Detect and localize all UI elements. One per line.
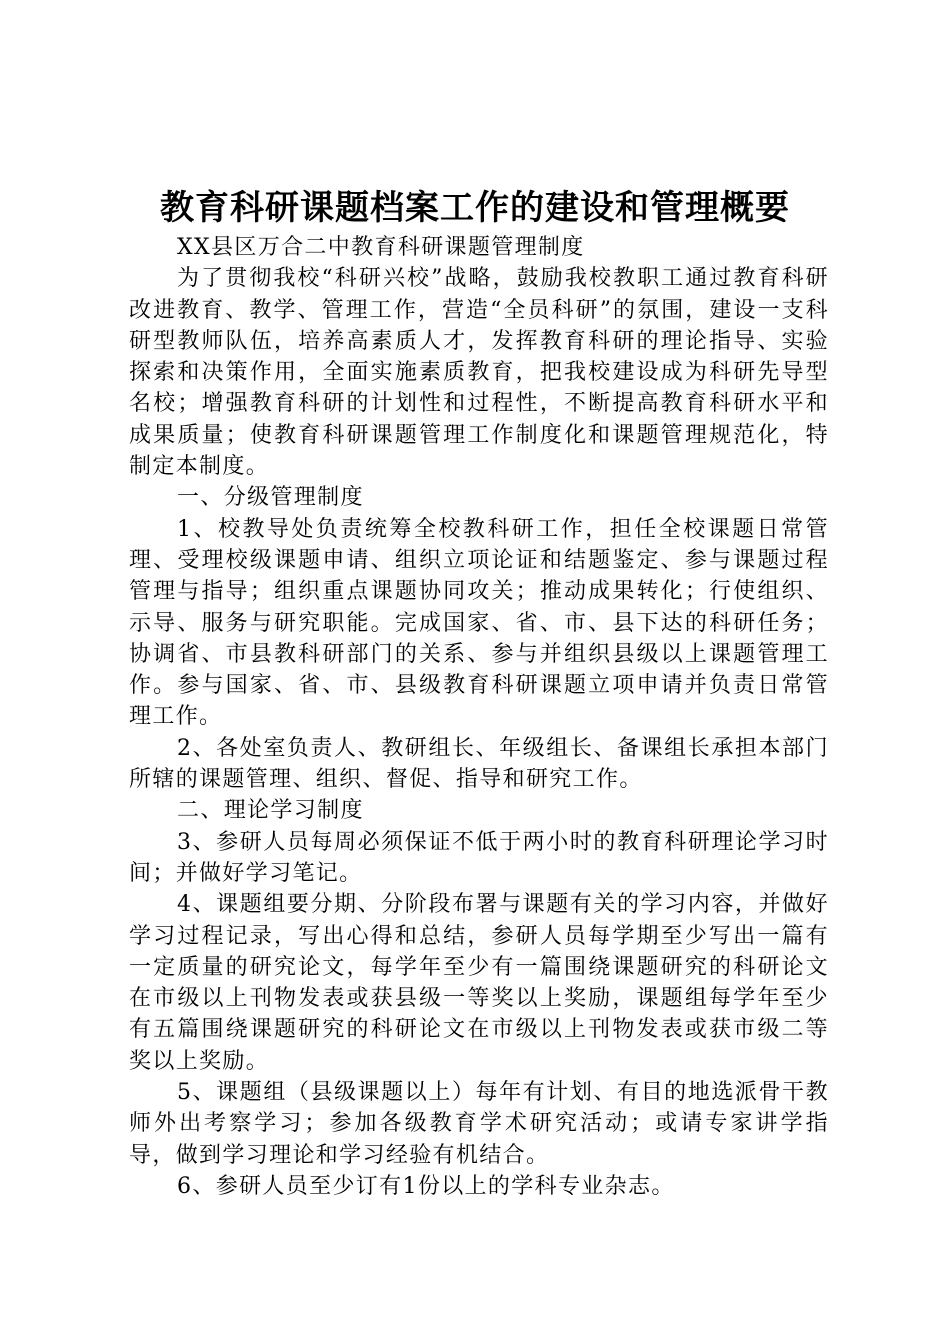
section-heading-2: 二、理论学习制度 [177,798,364,824]
document-body [129,232,829,1202]
subtitle-paragraph: XX县区万合二中教育科研课题管理制度 [177,235,585,260]
document-title: 教育科研课题档案工作的建设和管理概要 [160,188,790,228]
body-paragraph: 5、课题组（县级课题以上）每年有计划、有目的地选派骨干教师外出考察学习；参加各级教育学术研究活动；或请专家讲学指导，做到学习理论和学习经验有机结合。 [129,1080,829,1168]
body-paragraph: 6、参研人员至少订有1份以上的学科专业杂志。 [177,1173,675,1199]
intro-paragraph: 为了贯彻我校“科研兴校”战略，鼓励我校教职工通过教育科研改进教育、教学、管理工作，营造“全员科研”的氛围，建设一支科研型教师队伍，培养高素质人才，发挥教育科研的理论指导、实验探索和决策作用，全面实施素质教育，把我校建设成为科研先导型名校；增强教育科研的计划性和过程性，不断提高教育科研水平和成果质量；使教育科研课题管理工作制度化和课题管理规范化，特制定本制度。 [129,266,829,480]
body-paragraph: 1、校教导处负责统筹全校教科研工作，担任全校课题日常管理、受理校级课题申请、组织立项论证和结题鉴定、参与课题过程管理与指导；组织重点课题协同攻关；推动成果转化；行使组织、示导、服务与研究职能。完成国家、省、市、县下达的科研任务；协调省、市县教科研部门的关系、参与并组织县级以上课题管理工作。参与国家、省、市、县级教育科研课题立项申请并负责日常管理工作。 [129,516,829,730]
body-paragraph: 4、课题组要分期、分阶段布署与课题有关的学习内容，并做好学习过程记录，写出心得和总结，参研人员每学期至少写出一篇有一定质量的研究论文，每学年至少有一篇围绕课题研究的科研论文在市级以上刊物发表或获县级一等奖以上奖励，课题组每学年至少有五篇围绕课题研究的科研论文在市级以上刊物发表或获市级二等奖以上奖励。 [129,892,829,1074]
section-heading-1: 一、分级管理制度 [177,485,364,511]
body-paragraph: 3、参研人员每周必须保证不低于两小时的教育科研理论学习时间；并做好学习笔记。 [129,829,829,886]
body-paragraph: 2、各处室负责人、教研组长、年级组长、备课组长承担本部门所辖的课题管理、组织、督促、指导和研究工作。 [129,735,829,793]
